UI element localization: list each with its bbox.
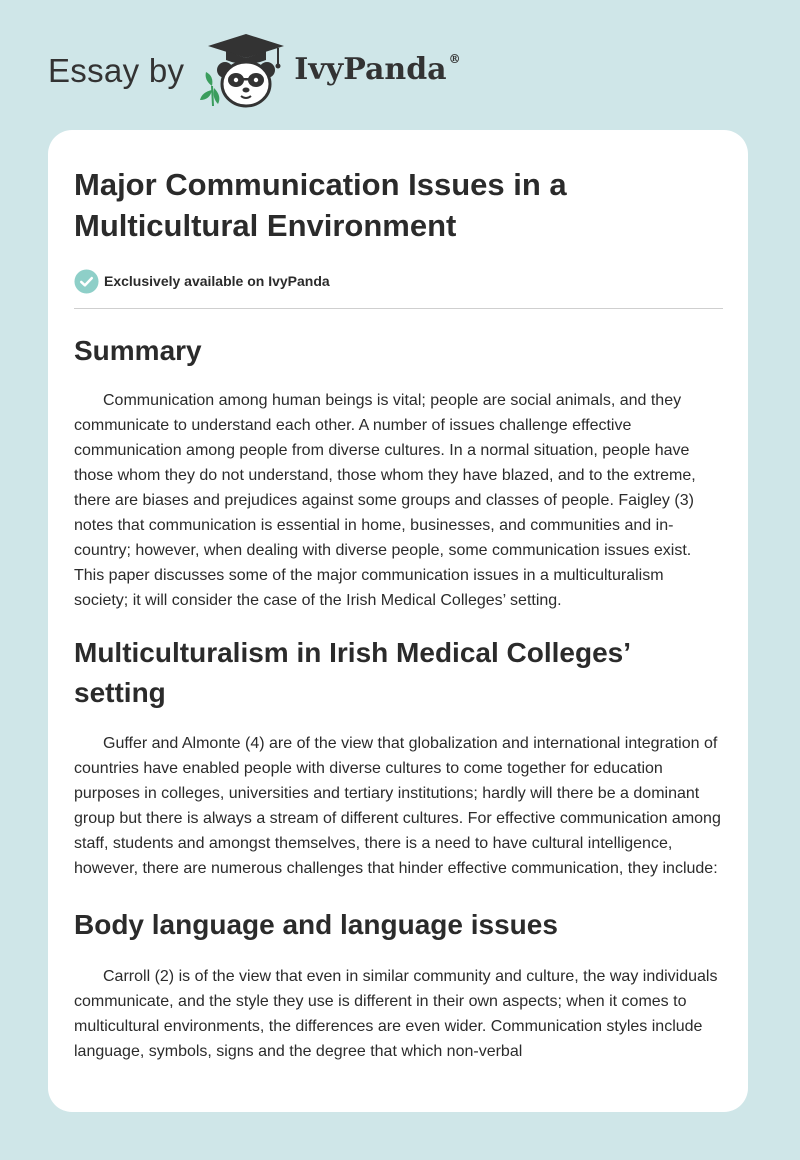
- essay-content: [48, 164, 748, 1064]
- section-heading-body-language: Body language and language issues: [74, 909, 558, 940]
- title-divider: [74, 308, 723, 309]
- essay-title: Major Communication Issues in a Multicultural Environment: [74, 167, 567, 243]
- section-paragraph-body-language: Carroll (2) is of the view that even in similar community and culture, the way individuals communicate, and the style they use is different in their own aspects; when it comes to multicultural environments, the differences are even wider. Communication styles include language, symbols, signs and the degree that which non-verbal: [74, 968, 718, 1060]
- brand-name-text: IvyPanda: [294, 52, 447, 87]
- site-header: [48, 30, 461, 110]
- section-paragraph-summary: Communication among human beings is vital; people are social animals, and they communicate to understand each other. A number of issues challenge effective communication among people from diverse cultures. In a normal situation, people have those whom they do not understand, those whom they have blazed, and to the extreme, there are biases and prejudices against some groups and classes of people. Faigley (3) notes that communication is essential in home, businesses, and communities and in-country; however, when dealing with diverse people, some communication issues exist. This paper discusses some of the major communication issues in a multiculturalism society; it will consider the case of the Irish Medical Colleges’ setting.: [74, 392, 696, 609]
- section-paragraph-multiculturalism: Guffer and Almonte (4) are of the view that globalization and international integration of countries have enabled people with diverse cultures to come together for education purposes in colleges, universities and tertiary institutions; hardly will there be a dominant group but there is always a stream of different cultures. For effective communication among staff, students and amongst themselves, there is a need to have cultural intelligence, however, there are numerous challenges that hinder effective communication, they include:: [74, 735, 721, 877]
- essay-by-label: Essay by: [48, 51, 185, 89]
- exclusive-badge-text: Exclusively available on IvyPanda: [104, 273, 330, 289]
- section-heading-summary: Summary: [74, 335, 202, 366]
- check-circle-icon: [74, 269, 99, 294]
- exclusive-badge: [74, 268, 722, 294]
- registered-mark: ®: [448, 52, 461, 66]
- brand-name[interactable]: [294, 52, 461, 87]
- section-heading-multiculturalism: Multiculturalism in Irish Medical Colleges’ setting: [74, 637, 630, 708]
- essay-card: [48, 130, 748, 1112]
- panda-graduate-icon[interactable]: [198, 30, 288, 110]
